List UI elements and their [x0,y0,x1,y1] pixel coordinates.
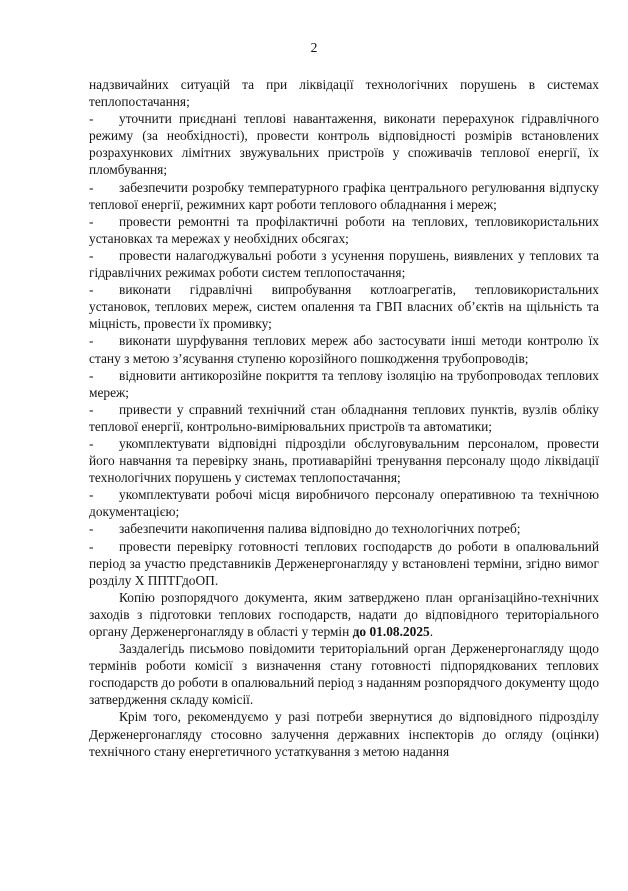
list-dash: - [89,401,94,417]
paragraph-copy [89,589,599,640]
list-item [89,332,599,366]
list-item-text: забезпечити накопичення палива відповідно до технологічних потреб; [119,521,521,537]
list-item [89,247,599,281]
list-item-text: виконати шурфування теплових мереж або застосувати інші методи контролю їх стану з метою з’ясування ступеню корозійного пошкодження трубопроводів; [89,333,599,366]
list-dash: - [89,521,94,537]
list-item-text: провести перевірку готовності теплових господарств до роботи в опалювальний період за участю представників Держенергонагляду у встановлені терміни, згідно вимог розділу X ППТГдоОП. [89,538,599,588]
list-item-text: забезпечити розробку температурного графіка центрального регулювання відпуску теплової енергії, режимних карт роботи теплового обладнання і мереж; [89,179,599,212]
list-item [89,538,599,589]
list-dash: - [89,111,94,127]
lead-paragraph: надзвичайних ситуацій та при ліквідації технологічних порушень в системах теплопостачання; [89,77,599,110]
list-item-text: виконати гідравлічні випробування котлоагрегатів, тепловикористальних установок, теплових мереж, систем опалення та ГВП власних об’єктів на щільність та міцність, провести їх промивку; [89,282,599,332]
list-item-text: привести у справний технічний стан обладнання теплових пунктів, вузлів обліку теплової енергії, контрольно-вимірювальних пристроїв та автоматики; [89,401,599,434]
list-item-text: укомплектувати відповідні підрозділи обслуговувальним персоналом, провести його навчання та перевірку знань, протиаварійні тренування персоналу щодо ліквідації технологічних порушень у системах теплопостачання; [89,435,599,486]
list-item [89,486,599,520]
task-list [89,110,599,589]
paragraph-copy-end: . [429,624,434,639]
paragraph-notify: Заздалегідь письмово повідомити територіальний орган Держенергонагляду щодо термінів роботи комісії з визначення стану готовності підпорядкованих теплових господарств до роботи в опалювальний період з наданням розпорядчого документу щодо затвердження складу комісії. [89,641,600,708]
list-item-text: провести налагоджувальні роботи з усунення порушень, виявлених у теплових та гідравлічних режимах роботи систем теплопостачання; [89,247,599,281]
list-item [89,110,599,178]
list-dash: - [89,538,94,554]
paragraph-copy-text: Копію розпорядчого документа, яким затверджено план організаційно-технічних заходів з підготовки теплових господарств, надати до відповідного територіального органу Держенергонагляду в області у термін [89,589,599,639]
list-dash: - [89,435,94,451]
list-dash: - [89,333,94,349]
list-item [89,367,599,401]
list-dash: - [89,213,94,229]
list-dash: - [89,247,94,263]
list-dash: - [89,282,94,298]
list-item-text: укомплектувати робочі місця виробничого персоналу оперативною та технічною документацією; [89,487,599,520]
list-item-text: провести ремонтні та профілактичні роботи на теплових, тепловикористальних установках та мережах у необхідних обсягах; [89,213,599,246]
list-item [89,435,599,486]
list-item [89,179,599,213]
paragraph-recommend: Крім того, рекомендуємо у разі потреби звернутися до відповідного підрозділу Держенергонагляду стосовно залучення державних інспекторів до огляду (оцінки) технічного стану енергетичного устаткування з метою надання [89,709,599,759]
list-item [89,520,599,537]
list-item [89,401,599,435]
list-item-text: відновити антикорозійне покриття та теплову ізоляцію на трубопроводах теплових мереж; [89,367,599,400]
page-number: 2 [310,40,318,55]
deadline-date: до 01.08.2025 [352,624,430,639]
list-dash: - [89,487,94,503]
list-dash: - [89,367,94,383]
document-body [89,76,599,760]
list-item-text: уточнити приєднані теплові навантаження, виконати перерахунок гідравлічного режиму (за необхідності), провести контроль відповідності розмірів встановлених розрахункових лімітних звужувальних пристроїв у споживачів теплової енергії, їх пломбування; [89,111,599,178]
list-dash: - [89,179,94,195]
list-item [89,213,599,247]
list-item [89,281,599,332]
